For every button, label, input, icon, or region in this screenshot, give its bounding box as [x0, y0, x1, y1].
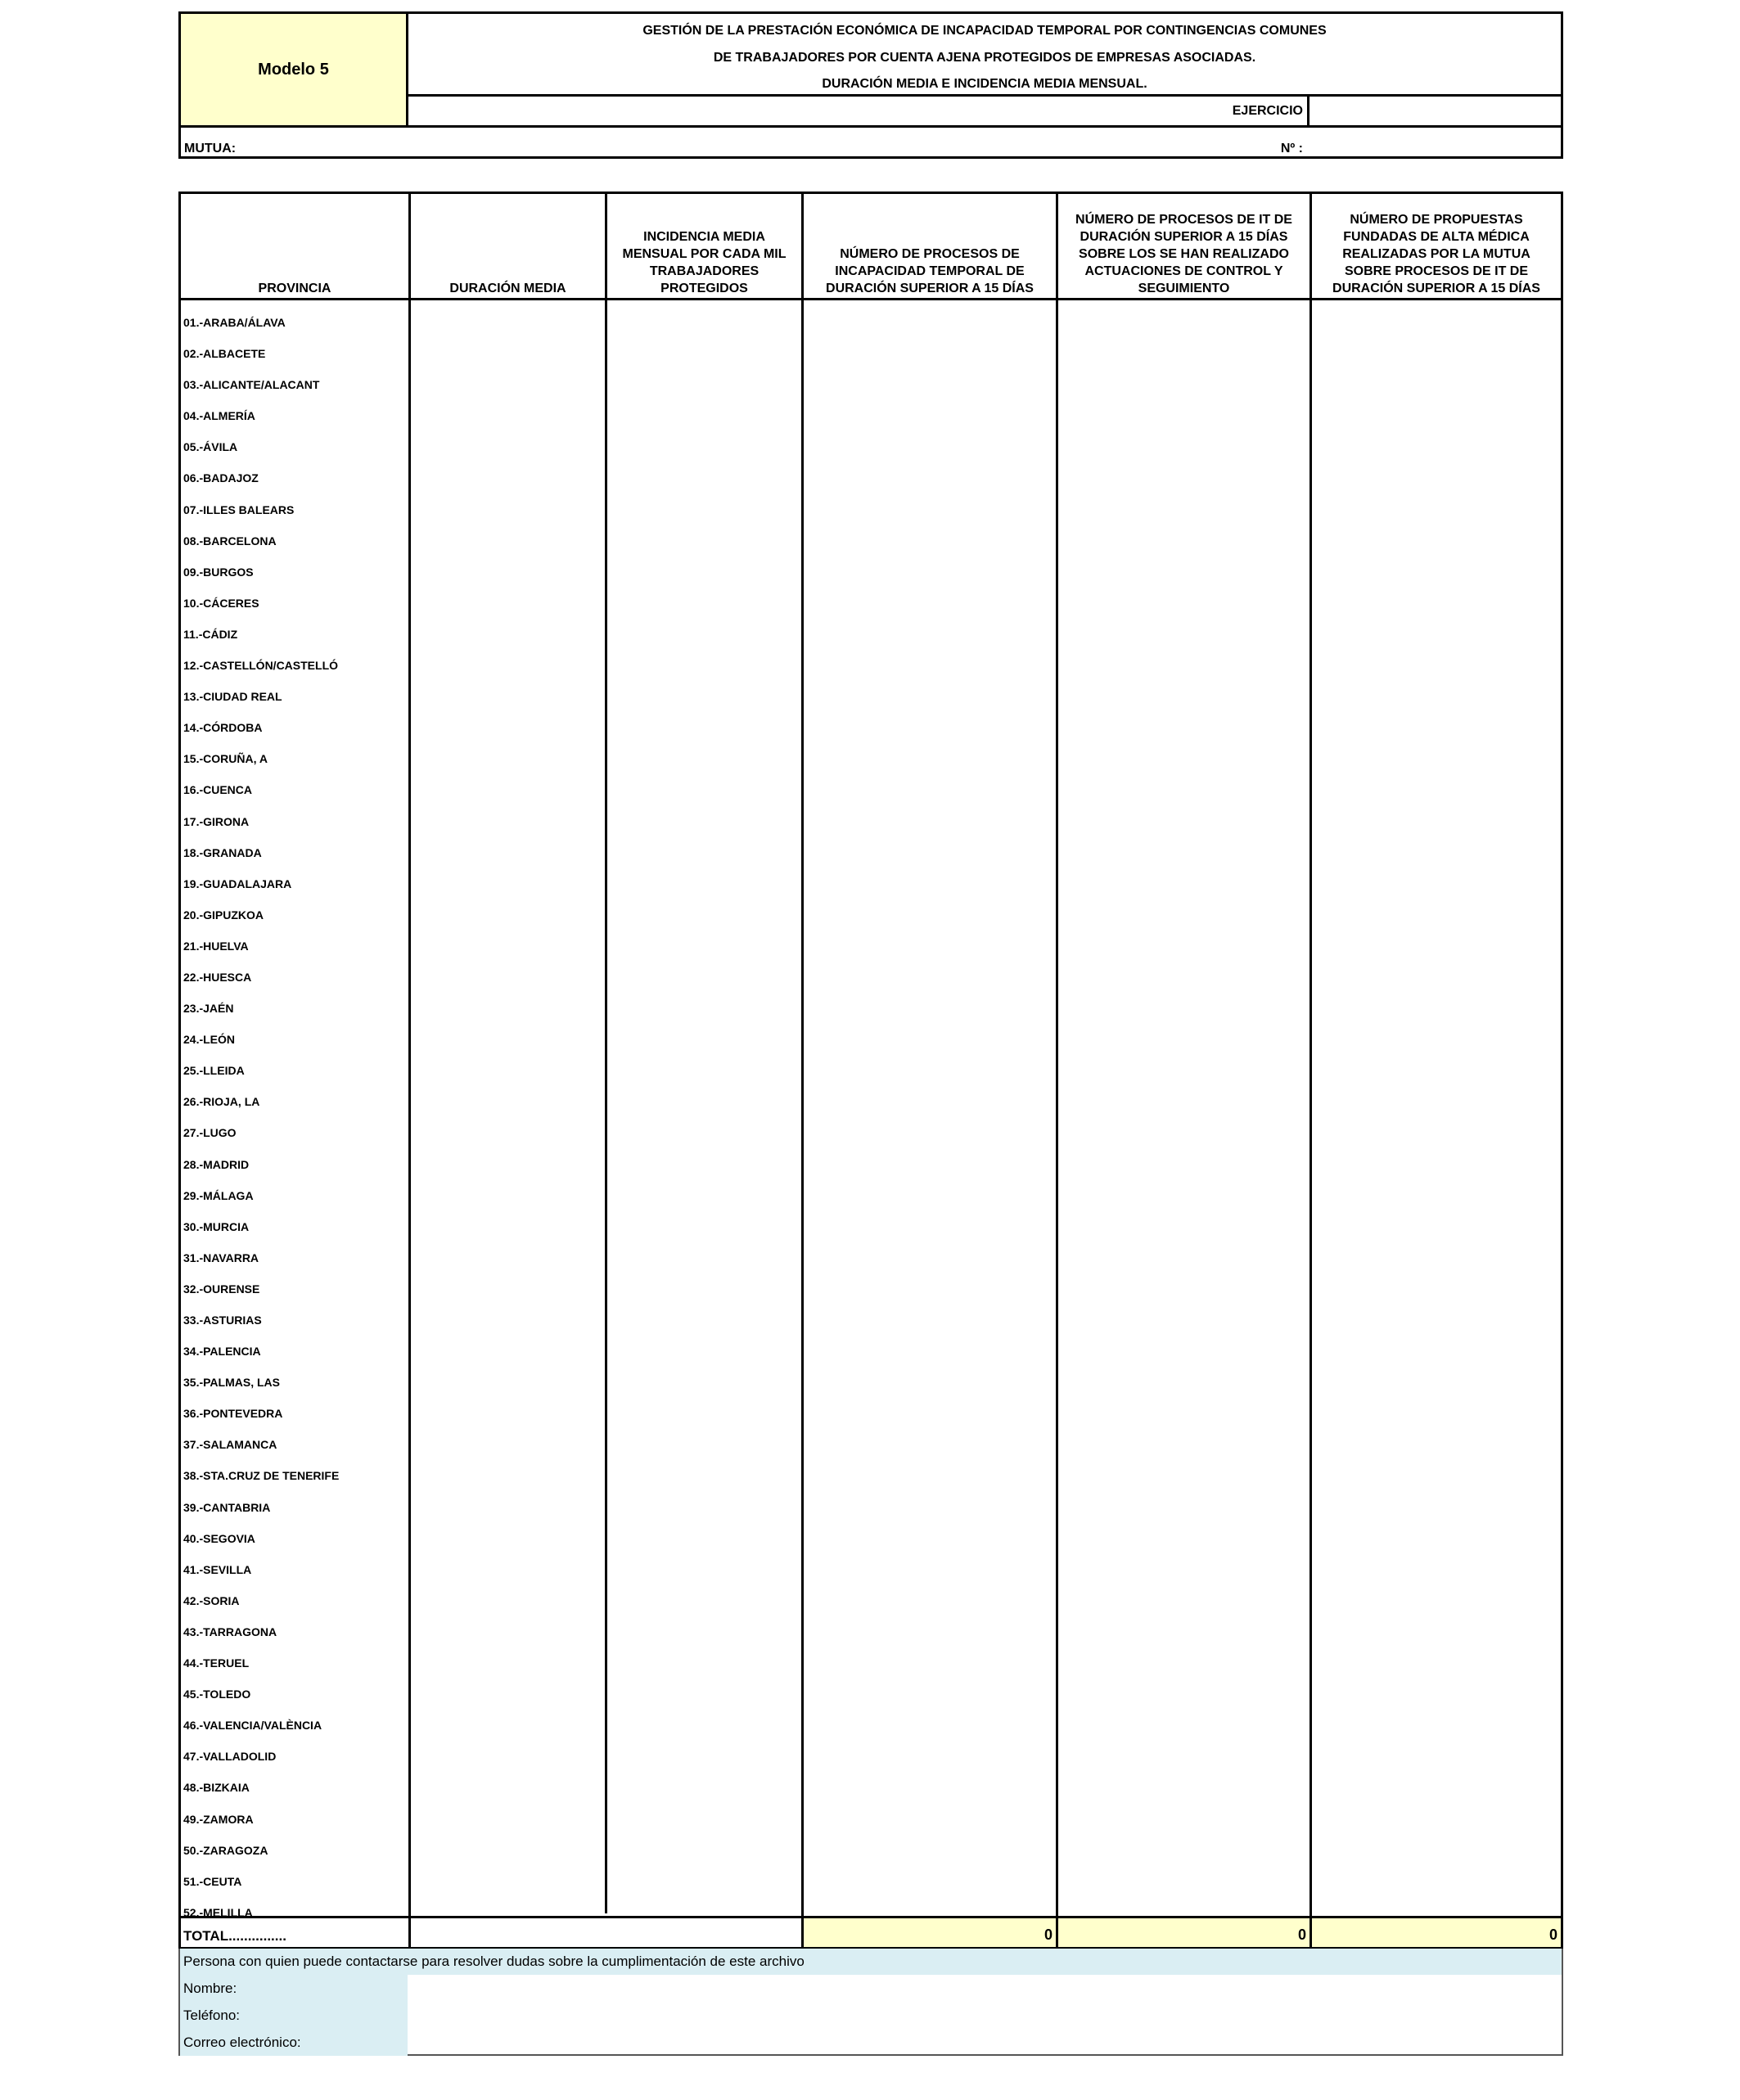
province-row: 41.-SEVILLA [183, 1562, 252, 1576]
total-propuestas: 0 [1312, 1918, 1561, 1947]
province-row: 02.-ALBACETE [183, 347, 266, 361]
province-row: 21.-HUELVA [183, 939, 249, 953]
ejercicio-row [408, 97, 1561, 125]
col-header-incidencia: INCIDENCIA MEDIA MENSUAL POR CADA MIL TRABAJADORES PROTEGIDOS [622, 230, 787, 295]
province-row: 04.-ALMERÍA [183, 409, 255, 423]
contact-telefono-label: Teléfono: [180, 2002, 408, 2029]
province-row: 11.-CÁDIZ [183, 627, 238, 641]
province-row: 50.-ZARAGOZA [183, 1843, 268, 1857]
province-row: 35.-PALMAS, LAS [183, 1376, 280, 1390]
mutua-row [181, 125, 1561, 159]
numero-label: Nº : [1280, 142, 1303, 155]
province-row: 42.-SORIA [183, 1593, 240, 1607]
province-row: 38.-STA.CRUZ DE TENERIFE [183, 1469, 340, 1483]
province-row: 08.-BARCELONA [183, 534, 277, 548]
col-divider [1056, 194, 1058, 1947]
contact-block [178, 1949, 1563, 2056]
province-row: 01.-ARABA/ÁLAVA [183, 316, 286, 329]
col-header-provincia: PROVINCIA [258, 282, 331, 295]
province-row: 44.-TERUEL [183, 1656, 250, 1670]
province-row: 22.-HUESCA [183, 970, 252, 984]
total-actuaciones: 0 [1058, 1918, 1310, 1947]
province-row: 09.-BURGOS [183, 565, 254, 579]
mutua-label: MUTUA: [184, 142, 237, 155]
col-header-duracion: DURACIÓN MEDIA [449, 282, 566, 295]
form-title [408, 14, 1561, 97]
province-row: 47.-VALLADOLID [183, 1750, 277, 1764]
province-row: 36.-PONTEVEDRA [183, 1407, 283, 1421]
province-row: 03.-ALICANTE/ALACANT [183, 378, 320, 392]
province-row: 37.-SALAMANCA [183, 1438, 277, 1452]
title-line-1: GESTIÓN DE LA PRESTACIÓN ECONÓMICA DE INCAPACIDAD TEMPORAL POR CONTINGENCIAS COMUNES [642, 24, 1327, 38]
province-row: 40.-SEGOVIA [183, 1531, 255, 1545]
province-row: 27.-LUGO [183, 1126, 237, 1140]
province-row: 48.-BIZKAIA [183, 1781, 250, 1795]
modelo-label: Modelo 5 [181, 14, 408, 125]
province-row: 18.-GRANADA [183, 845, 262, 859]
province-row: 34.-PALENCIA [183, 1345, 261, 1359]
col-divider [801, 194, 804, 1947]
ejercicio-label: EJERCICIO [1232, 104, 1303, 118]
province-row: 24.-LEÓN [183, 1033, 236, 1047]
province-row: 26.-RIOJA, LA [183, 1095, 260, 1109]
province-row: 10.-CÁCERES [183, 596, 259, 610]
province-row: 51.-CEUTA [183, 1874, 242, 1888]
province-row: 20.-GIPUZKOA [183, 908, 264, 922]
province-row: 49.-ZAMORA [183, 1812, 254, 1826]
province-row: 28.-MADRID [183, 1157, 250, 1171]
province-row: 17.-GIRONA [183, 814, 250, 828]
province-row: 43.-TARRAGONA [183, 1625, 277, 1638]
total-procesos: 0 [804, 1918, 1056, 1947]
col-header-actuaciones: NÚMERO DE PROCESOS DE IT DE DURACIÓN SUPERIOR A 15 DÍAS SOBRE LOS SE HAN REALIZADO ACTUACIONES DE CONTROL Y SEGUIMIENTO [1075, 213, 1292, 295]
form-header [178, 11, 1563, 159]
contact-title: Persona con quien puede contactarse para resolver dudas sobre la cumplimentación de este archivo [180, 1949, 1562, 1975]
title-line-2: DE TRABAJADORES POR CUENTA AJENA PROTEGIDOS DE EMPRESAS ASOCIADAS. [713, 51, 1256, 65]
province-row: 13.-CIUDAD REAL [183, 690, 282, 704]
contact-correo-label: Correo electrónico: [180, 2029, 408, 2056]
province-row: 07.-ILLES BALEARS [183, 502, 295, 516]
province-list [183, 307, 404, 1928]
contact-nombre-label: Nombre: [180, 1975, 408, 2002]
col-header-procesos: NÚMERO DE PROCESOS DE INCAPACIDAD TEMPORAL DE DURACIÓN SUPERIOR A 15 DÍAS [826, 247, 1034, 295]
province-row: 19.-GUADALAJARA [183, 877, 292, 890]
province-row: 06.-BADAJOZ [183, 471, 259, 485]
province-row: 05.-ÁVILA [183, 440, 238, 454]
province-row: 25.-LLEIDA [183, 1064, 245, 1078]
ejercicio-input[interactable] [1307, 97, 1561, 125]
col-divider [1310, 194, 1312, 1947]
province-row: 15.-CORUÑA, A [183, 752, 268, 766]
province-row: 52.-MELILLA [183, 1905, 253, 1919]
col-divider [408, 194, 411, 1947]
province-row: 30.-MURCIA [183, 1219, 250, 1233]
col-divider [605, 194, 607, 1913]
province-row: 39.-CANTABRIA [183, 1500, 271, 1514]
province-row: 33.-ASTURIAS [183, 1314, 262, 1327]
provinces-table [178, 192, 1563, 1949]
province-row: 12.-CASTELLÓN/CASTELLÓ [183, 659, 339, 673]
province-row: 32.-OURENSE [183, 1282, 260, 1296]
province-row: 14.-CÓRDOBA [183, 721, 263, 735]
header-separator [181, 298, 1561, 300]
col-header-propuestas: NÚMERO DE PROPUESTAS FUNDADAS DE ALTA MÉDICA REALIZADAS POR LA MUTUA SOBRE PROCESOS DE IT DE DURACIÓN SUPERIOR A 15 DÍAS [1332, 213, 1540, 295]
province-row: 29.-MÁLAGA [183, 1188, 254, 1202]
title-line-3: DURACIÓN MEDIA E INCIDENCIA MEDIA MENSUAL. [822, 77, 1147, 91]
province-row: 45.-TOLEDO [183, 1688, 251, 1701]
province-row: 46.-VALENCIA/VALÈNCIA [183, 1719, 322, 1733]
province-row: 23.-JAÉN [183, 1002, 234, 1016]
total-label: TOTAL............... [183, 1928, 286, 1944]
total-row [181, 1916, 1561, 1947]
province-row: 31.-NAVARRA [183, 1251, 259, 1264]
province-row: 16.-CUENCA [183, 783, 253, 797]
